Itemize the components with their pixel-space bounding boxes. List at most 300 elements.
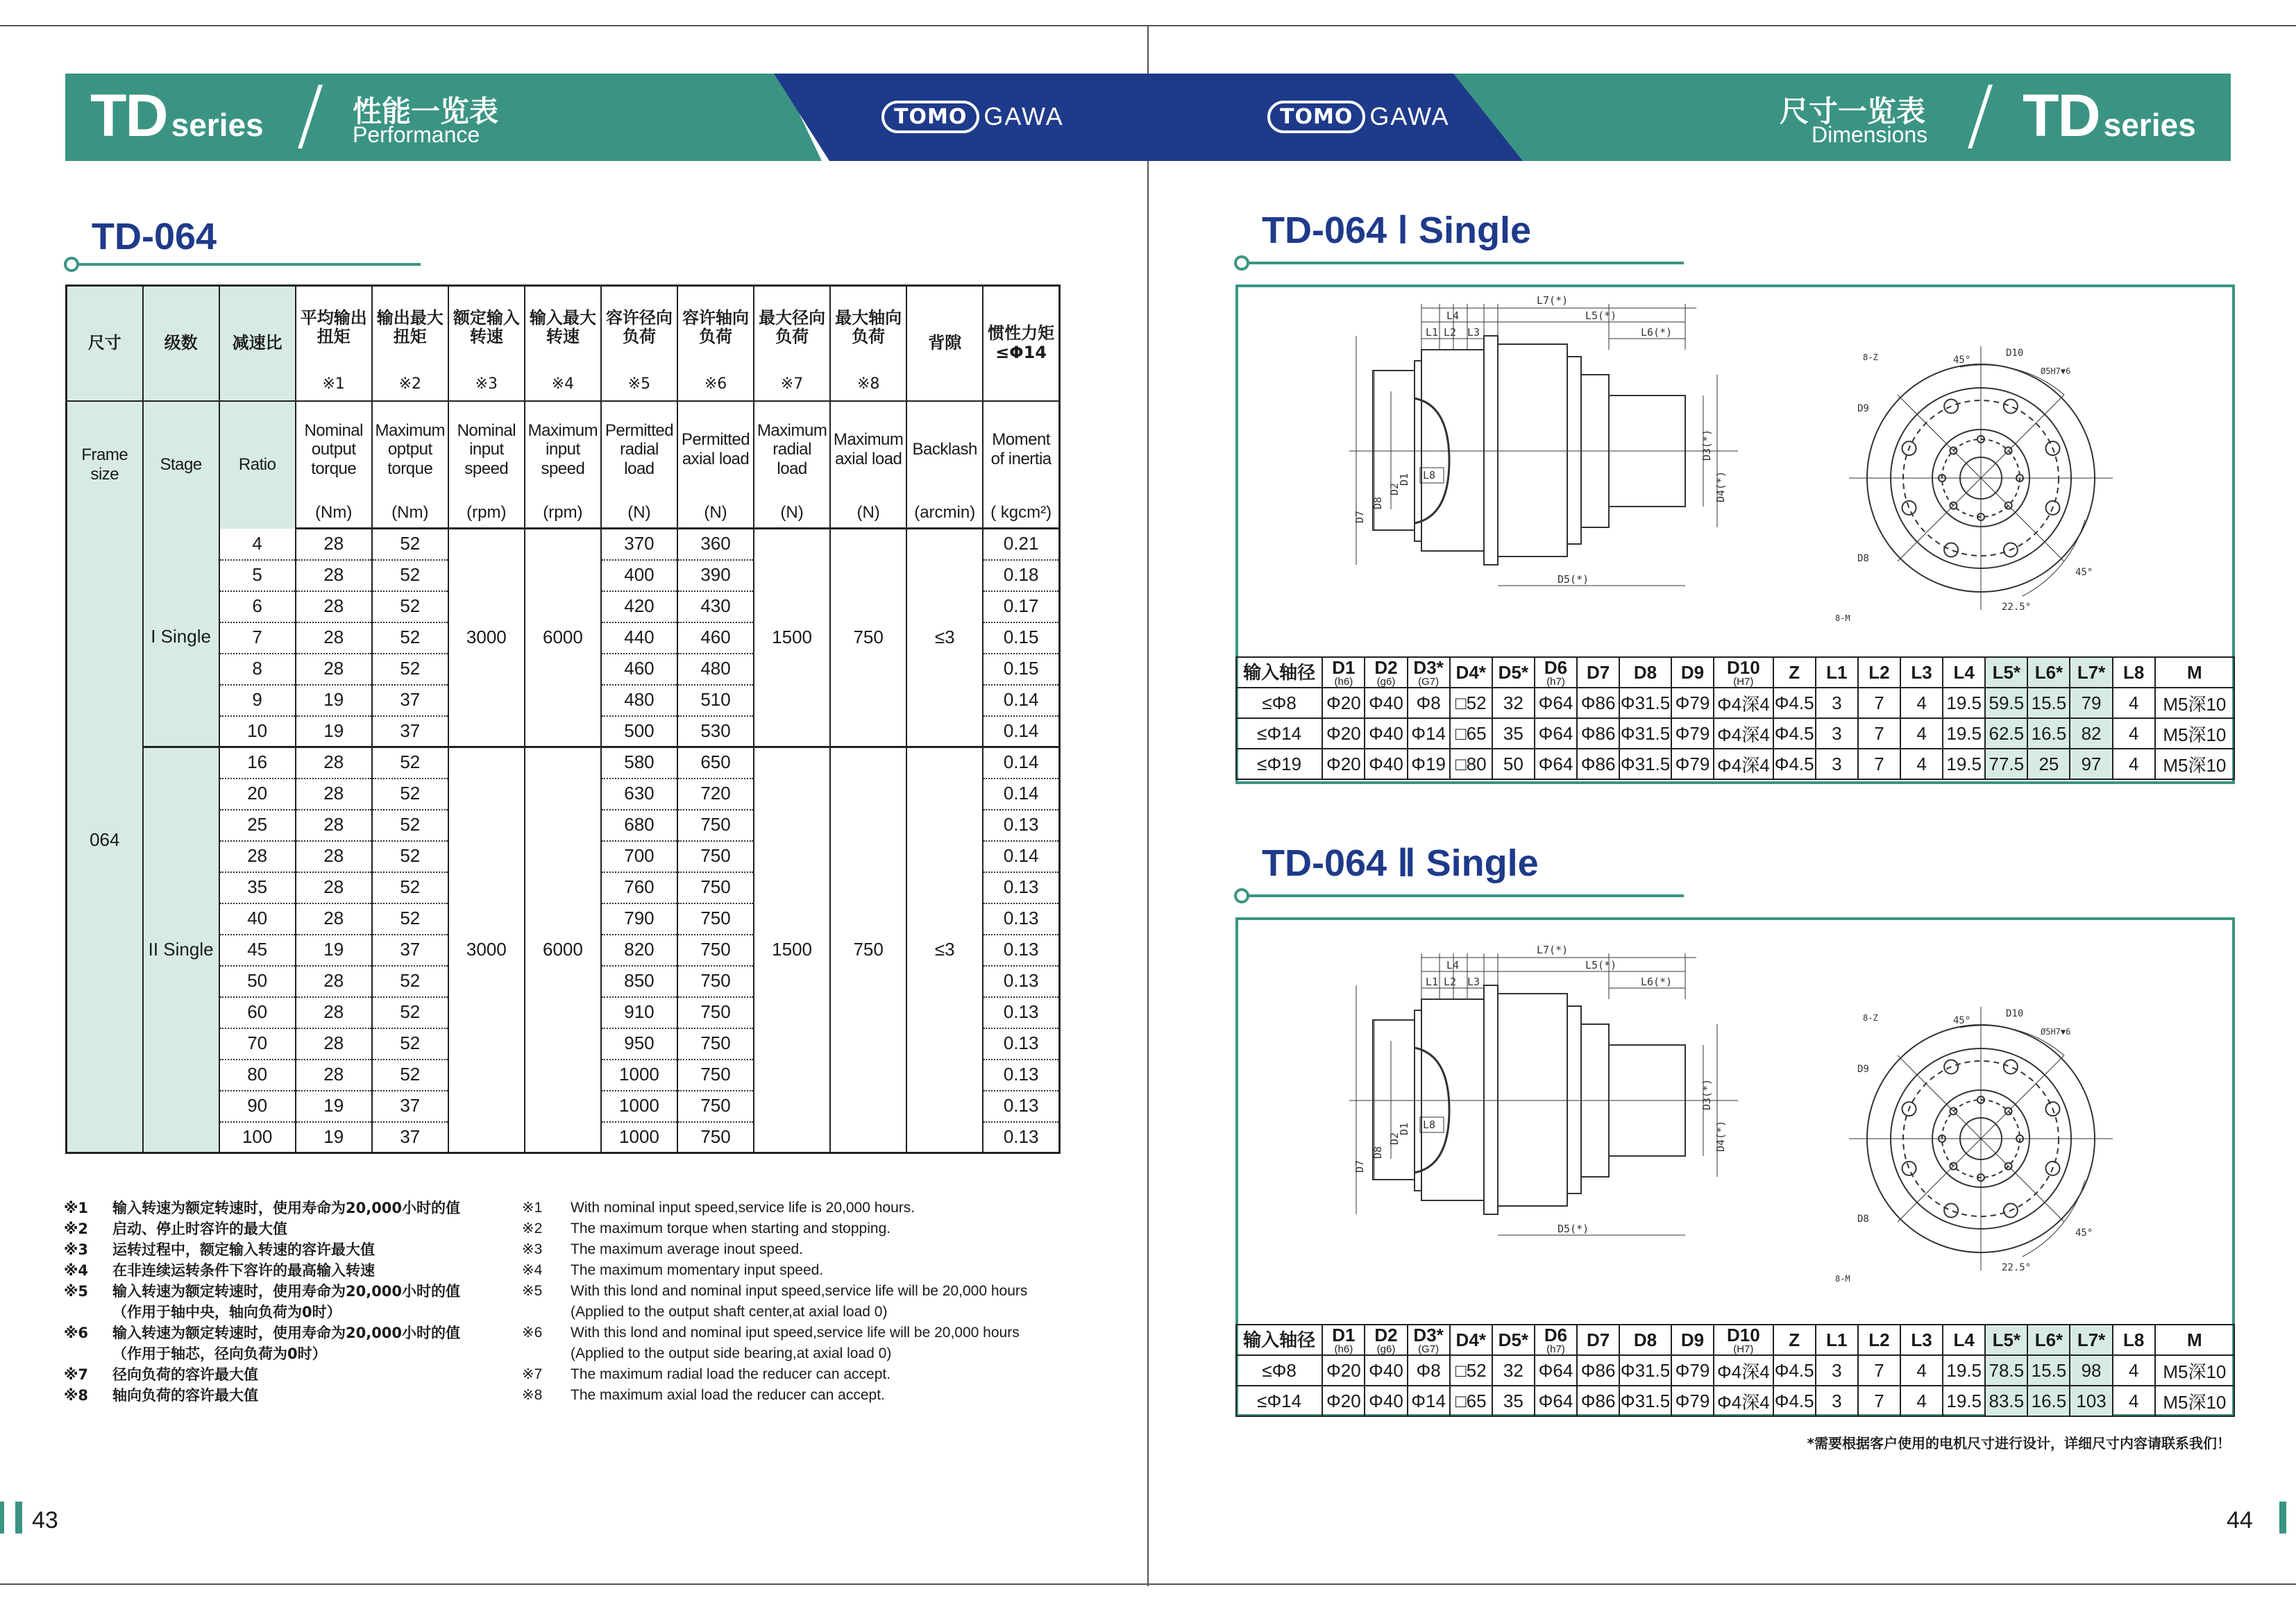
dim-cell: Φ86 [1577, 1355, 1619, 1386]
drawing-label: D7 [1353, 510, 1366, 523]
dim-cell: □65 [1450, 718, 1492, 749]
col-header-cn: 平均输出扭矩 [296, 286, 372, 369]
axial-load-cell: 430 [677, 591, 754, 622]
dim-header: D10 (H7) [1714, 1325, 1773, 1355]
col-header-cn: 输入最大转速 [525, 286, 601, 369]
dim-cell: 25 [2027, 749, 2070, 779]
dim-cell: Φ4深4 [1714, 718, 1773, 749]
drawing-label: D7 [1353, 1159, 1366, 1173]
max-torque-cell: 52 [372, 966, 448, 997]
dim-cell: Φ79 [1671, 1355, 1714, 1386]
frame-cell: 064 [67, 529, 143, 1153]
axial-load-cell: 750 [677, 997, 754, 1028]
drawing-label: L5(*) [1585, 309, 1617, 322]
dim-header: L5* [1985, 657, 2027, 688]
inertia-cell: 0.13 [983, 966, 1059, 997]
dim-header: M [2155, 657, 2234, 688]
dim-cell: Φ79 [1671, 718, 1714, 749]
note-text: With this lond and nominal input speed,service life will be 20,000 hours [571, 1283, 1028, 1299]
note-mark: ※2 [64, 1221, 89, 1237]
ratio-cell: 45 [219, 935, 296, 966]
note-item [522, 1343, 1027, 1364]
col-unit: (Nm) [372, 498, 448, 529]
dim-cell: Φ4.5 [1773, 749, 1816, 779]
drawing-label: Ø5H7▼6 [2041, 1027, 2071, 1037]
dim-header: L7* [2070, 1325, 2112, 1355]
dim-cell: 19.5 [1943, 718, 1985, 749]
dim-header: L4 [1943, 1325, 1985, 1355]
drawing-label: 8-M [1835, 613, 1850, 623]
torque-cell: 28 [296, 841, 372, 872]
note-text: （作用于轴芯，径向负荷为0时） [112, 1345, 327, 1362]
inertia-cell: 0.13 [983, 872, 1059, 903]
inertia-cell: 0.15 [983, 622, 1059, 654]
drawing-label: L1 [1426, 976, 1439, 988]
drawing-outline [2004, 1060, 2018, 1074]
ratio-cell: 40 [219, 903, 296, 935]
col-header-en: Maximum input speed [525, 401, 601, 498]
dim-header: L2 [1858, 657, 1900, 688]
dim-cell: 4 [2113, 688, 2155, 718]
note-item [64, 1343, 460, 1364]
dim-cell: 4 [1900, 1386, 1943, 1416]
axial-load-cell: 750 [677, 1028, 754, 1060]
note-mark: ※1 [64, 1200, 89, 1216]
radial-load-cell: 790 [601, 903, 677, 935]
dim-cell: M5深10 [2155, 749, 2234, 779]
dim-header: D6 (h7) [1535, 1325, 1577, 1355]
dim-cell: Φ4.5 [1773, 1386, 1816, 1416]
torque-cell: 19 [296, 1091, 372, 1122]
dim-cell: 16.5 [2027, 718, 2070, 749]
col-mark: ※2 [372, 369, 448, 401]
ratio-cell: 80 [219, 1060, 296, 1091]
drawing-label: Ø5H7▼6 [2041, 366, 2071, 376]
header-cn-right: 尺寸一览表 [1780, 94, 1926, 128]
inertia-cell: 0.14 [983, 685, 1059, 716]
section-title-stage1: TD-064 Ⅰ Single [1262, 210, 1532, 251]
drawing-label: D3(*) [1700, 1078, 1713, 1110]
dim-cell: 15.5 [2027, 1355, 2070, 1386]
inertia-cell: 0.13 [983, 1122, 1059, 1153]
dim-cell: □52 [1450, 688, 1492, 718]
dim-cell: Φ8 [1408, 1355, 1450, 1386]
dim-cell: 50 [1492, 749, 1535, 779]
note-mark: ※7 [522, 1366, 543, 1382]
drawing-label: D5(*) [1558, 1223, 1589, 1235]
max-axial-cell: 750 [830, 747, 906, 1153]
dim-cell: ≤Φ8 [1236, 688, 1322, 718]
col-mark: ※1 [296, 369, 372, 401]
drawing-label: 45° [1953, 355, 1971, 366]
note-item [64, 1218, 460, 1239]
col-header-cn: 输出最大扭矩 [372, 286, 448, 369]
axial-load-cell: 390 [677, 560, 754, 591]
dimension-table-stage1 [1235, 656, 2235, 780]
dim-header: L1 [1816, 1325, 1858, 1355]
dim-cell: Φ40 [1365, 749, 1407, 779]
note-mark [64, 1302, 112, 1323]
dim-cell: 19.5 [1943, 1386, 1985, 1416]
dim-header: D10 (H7) [1714, 657, 1773, 688]
note-text: 输入转速为额定转速时，使用寿命为20,000小时的值 [112, 1325, 461, 1341]
radial-load-cell: 760 [601, 872, 677, 903]
section-title-performance: TD-064 [92, 216, 217, 257]
drawing-label: L2 [1444, 976, 1457, 988]
drawing-label: D1 [1398, 473, 1410, 486]
dim-cell: Φ64 [1535, 688, 1577, 718]
drawing-label: 45° [1953, 1015, 1971, 1026]
table-row [1236, 749, 2234, 779]
note-text: 启动、停止时容许的最大值 [112, 1221, 287, 1237]
section-dot [1234, 888, 1249, 903]
drawing-label: D10 [2006, 1008, 2024, 1019]
dim-cell: 3 [1816, 1355, 1858, 1386]
table-row [1236, 688, 2234, 718]
dim-cell: M5深10 [2155, 1355, 2234, 1386]
note-mark: ※6 [522, 1325, 543, 1341]
dim-header: Z [1773, 657, 1816, 688]
dim-header: L2 [1858, 1325, 1900, 1355]
drawing-label: D4(*) [1714, 470, 1727, 502]
page-number-left: 43 [32, 1507, 58, 1533]
dim-header: L8 [2113, 1325, 2155, 1355]
col-unit: ( kgcm²) [983, 498, 1059, 529]
note-text: 运转过程中，额定输入转速的容许最大值 [112, 1241, 375, 1258]
dim-cell: 103 [2070, 1386, 2112, 1416]
ratio-cell: 10 [219, 716, 296, 747]
dim-cell: M5深10 [2155, 688, 2234, 718]
page-number-bar-left [15, 1502, 22, 1533]
col-unit: (N) [677, 498, 754, 529]
dim-header: L4 [1943, 657, 1985, 688]
axial-load-cell: 750 [677, 1060, 754, 1091]
max-torque-cell: 52 [372, 591, 448, 622]
torque-cell: 28 [296, 622, 372, 654]
backlash-cell: ≤3 [906, 529, 983, 747]
torque-cell: 28 [296, 654, 372, 685]
section-underline [1240, 262, 1684, 264]
col-header-en: Nominal input speed [448, 401, 525, 498]
note-item [64, 1385, 460, 1406]
col-mark: ※7 [754, 369, 830, 401]
dim-cell: 4 [1900, 718, 1943, 749]
axial-load-cell: 750 [677, 1122, 754, 1153]
col-header-en: Ratio [219, 401, 296, 529]
col-mark: ※5 [601, 369, 677, 401]
note-text: （作用于轴中央，轴向负荷为0时） [112, 1304, 341, 1320]
note-item [64, 1302, 460, 1323]
ratio-cell: 16 [219, 747, 296, 779]
dim-cell: □80 [1450, 749, 1492, 779]
radial-load-cell: 370 [601, 529, 677, 560]
dim-cell: Φ64 [1535, 749, 1577, 779]
col-header-en: Maximum optput torque [372, 401, 448, 498]
drawing-label: D8 [1857, 1214, 1869, 1225]
dim-header: Z [1773, 1325, 1816, 1355]
inertia-cell: 0.21 [983, 529, 1059, 560]
note-mark: ※4 [522, 1262, 543, 1278]
radial-load-cell: 820 [601, 935, 677, 966]
performance-table [65, 284, 1061, 1154]
ratio-cell: 6 [219, 591, 296, 622]
drawing-outline [1415, 1048, 1449, 1173]
dim-cell: 83.5 [1985, 1386, 2027, 1416]
dim-cell: Φ4深4 [1714, 1386, 1773, 1416]
dimension-table-stage2 [1235, 1324, 2235, 1417]
note-text: The maximum momentary input speed. [571, 1262, 824, 1278]
note-item [522, 1302, 1027, 1323]
drawing-label: D2 [1388, 482, 1401, 495]
drawing-label: L8 [1423, 1119, 1436, 1131]
axial-load-cell: 750 [677, 935, 754, 966]
header-en-right: Dimensions [1812, 122, 1928, 147]
drawing-label: L6(*) [1641, 326, 1673, 339]
note-text: The maximum torque when starting and stopping. [571, 1221, 891, 1237]
radial-load-cell: 420 [601, 591, 677, 622]
table-row [1236, 1355, 2234, 1386]
inertia-cell: 0.14 [983, 747, 1059, 779]
dim-cell: M5深10 [2155, 718, 2234, 749]
max-torque-cell: 37 [372, 935, 448, 966]
note-item [64, 1364, 460, 1385]
col-unit: (N) [601, 498, 677, 529]
dim-cell: Φ20 [1322, 718, 1365, 749]
radial-load-cell: 910 [601, 997, 677, 1028]
inertia-cell: 0.14 [983, 779, 1059, 810]
dim-header: L6* [2027, 1325, 2070, 1355]
col-header-cn: 最大轴向负荷 [830, 286, 906, 369]
dim-cell: Φ79 [1671, 749, 1714, 779]
max-torque-cell: 52 [372, 841, 448, 872]
dim-cell: Φ86 [1577, 1386, 1619, 1416]
max-torque-cell: 52 [372, 654, 448, 685]
dim-header: D6 (h7) [1535, 657, 1577, 688]
dim-header: L5* [1985, 1325, 2027, 1355]
dim-cell: M5深10 [2155, 1386, 2234, 1416]
dim-cell: Φ19 [1408, 749, 1450, 779]
note-mark: ※2 [522, 1221, 543, 1237]
drawing-outline [1421, 350, 1484, 551]
inertia-cell: 0.17 [983, 591, 1059, 622]
dim-header: D7 [1577, 657, 1619, 688]
note-text: The maximum axial load the reducer can accept. [571, 1387, 885, 1403]
dim-cell: Φ14 [1408, 1386, 1450, 1416]
dim-header: D5* [1492, 1325, 1535, 1355]
dim-cell: Φ64 [1535, 1386, 1577, 1416]
note-mark: ※1 [522, 1200, 543, 1216]
table-row [1236, 1386, 2234, 1416]
dim-cell: 7 [1858, 1386, 1900, 1416]
dim-cell: Φ4深4 [1714, 749, 1773, 779]
note-mark: ※8 [522, 1387, 543, 1403]
ratio-cell: 70 [219, 1028, 296, 1060]
radial-load-cell: 680 [601, 810, 677, 841]
dim-cell: Φ86 [1577, 688, 1619, 718]
dim-header: D9 [1671, 657, 1714, 688]
note-mark: ※4 [64, 1262, 89, 1279]
torque-cell: 19 [296, 1122, 372, 1153]
dim-cell: Φ20 [1322, 688, 1365, 718]
col-header-en: Stage [143, 401, 219, 529]
dim-cell: Φ40 [1365, 688, 1407, 718]
drawing-label: D1 [1398, 1122, 1410, 1135]
drawing-outline [1567, 1006, 1581, 1193]
torque-cell: 28 [296, 560, 372, 591]
dim-cell: 4 [1900, 1355, 1943, 1386]
max-torque-cell: 37 [372, 716, 448, 747]
drawing-outline [1484, 336, 1498, 565]
col-mark: ※6 [677, 369, 754, 401]
torque-cell: 28 [296, 1028, 372, 1060]
axial-load-cell: 530 [677, 716, 754, 747]
dim-cell: Φ31.5 [1619, 1355, 1671, 1386]
section-underline [1240, 894, 1684, 897]
dim-cell: 97 [2070, 749, 2112, 779]
max-torque-cell: 37 [372, 1091, 448, 1122]
note-text: The maximum radial load the reducer can accept. [571, 1366, 891, 1382]
dim-cell: Φ40 [1365, 1386, 1407, 1416]
torque-cell: 28 [296, 779, 372, 810]
dim-cell: 32 [1492, 688, 1535, 718]
inertia-cell: 0.13 [983, 997, 1059, 1028]
note-mark [522, 1343, 571, 1364]
drawing-label: L2 [1444, 326, 1457, 339]
max-torque-cell: 37 [372, 685, 448, 716]
col-unit: (N) [830, 498, 906, 529]
drawing-label: D9 [1857, 403, 1869, 414]
note-mark [522, 1302, 571, 1323]
dim-header: D2 (g6) [1365, 1325, 1407, 1355]
dim-header: M [2155, 1325, 2234, 1355]
inertia-cell: 0.18 [983, 560, 1059, 591]
torque-cell: 28 [296, 872, 372, 903]
drawing-label: L4 [1446, 959, 1460, 971]
note-mark: ※8 [64, 1387, 89, 1404]
col-header-en: Permitted radial load [601, 401, 677, 498]
dim-cell: 4 [1900, 749, 1943, 779]
axial-load-cell: 720 [677, 779, 754, 810]
drawing-label: L4 [1446, 309, 1460, 322]
col-mark: ※8 [830, 369, 906, 401]
max-torque-cell: 52 [372, 810, 448, 841]
drawing-label: 22.5° [2002, 1262, 2032, 1273]
table-row [1236, 718, 2234, 749]
note-mark: ※3 [522, 1241, 543, 1257]
dim-cell: ≤Φ19 [1236, 749, 1322, 779]
max-torque-cell: 52 [372, 529, 448, 560]
axial-load-cell: 650 [677, 747, 754, 779]
dim-cell: 19.5 [1943, 688, 1985, 718]
right-page [1148, 0, 2296, 1623]
dim-header: D7 [1577, 1325, 1619, 1355]
note-item [522, 1364, 1027, 1385]
radial-load-cell: 1000 [601, 1060, 677, 1091]
note-item [522, 1198, 1027, 1218]
ratio-cell: 20 [219, 779, 296, 810]
header-en-left: Performance [353, 122, 480, 147]
dim-header: D9 [1671, 1325, 1714, 1355]
note-text: The maximum average inout speed. [571, 1241, 804, 1257]
dim-header: D1 (h6) [1322, 1325, 1365, 1355]
col-header-cn: 惯性力矩≤Φ14 [983, 286, 1059, 401]
drawing-label: 45° [2075, 567, 2093, 578]
inertia-cell: 0.14 [983, 716, 1059, 747]
dim-header: L1 [1816, 657, 1858, 688]
backlash-cell: ≤3 [906, 747, 983, 1153]
notes-cn [64, 1198, 460, 1406]
dim-header: D8 [1619, 1325, 1671, 1355]
dim-cell: ≤Φ14 [1236, 718, 1322, 749]
dim-cell: Φ86 [1577, 718, 1619, 749]
dim-cell: 4 [2113, 718, 2155, 749]
col-header-cn: 级数 [143, 286, 219, 401]
radial-load-cell: 1000 [601, 1091, 677, 1122]
drawing-label: L3 [1467, 326, 1480, 339]
dim-cell: 82 [2070, 718, 2112, 749]
section-dot [1234, 255, 1249, 271]
series-title-left: TD series [90, 83, 264, 149]
header-cn-left: 性能一览表 [353, 94, 499, 128]
dim-cell: Φ79 [1671, 1386, 1714, 1416]
dim-cell: 7 [1858, 1355, 1900, 1386]
note-item [64, 1239, 460, 1260]
radial-load-cell: 580 [601, 747, 677, 779]
drawing-outline [1944, 543, 1958, 556]
axial-load-cell: 480 [677, 654, 754, 685]
drawing-label: L7(*) [1537, 944, 1569, 956]
ratio-cell: 25 [219, 810, 296, 841]
col-header-cn: 减速比 [219, 286, 296, 401]
radial-load-cell: 440 [601, 622, 677, 654]
note-mark [64, 1343, 112, 1364]
footnote: *需要根据客户使用的电机尺寸进行设计，详细尺寸内容请联系我们！ [1807, 1435, 2231, 1452]
drawing-label: L3 [1467, 976, 1480, 988]
dim-cell: Φ4.5 [1773, 1355, 1816, 1386]
dim-cell: □52 [1450, 1355, 1492, 1386]
dim-cell: Φ40 [1365, 718, 1407, 749]
drawing-label: D9 [1857, 1064, 1869, 1075]
series-title-right: TD series [2023, 83, 2196, 149]
drawing-stage2 [1238, 920, 2232, 1323]
inertia-cell: 0.14 [983, 841, 1059, 872]
note-text: 输入转速为额定转速时，使用寿命为20,000小时的值 [112, 1283, 461, 1300]
dim-cell: Φ64 [1535, 1355, 1577, 1386]
dim-header: D5* [1492, 657, 1535, 688]
drawing-label: D8 [1371, 496, 1384, 509]
radial-load-cell: 1000 [601, 1122, 677, 1153]
torque-cell: 19 [296, 935, 372, 966]
col-header-en: Permitted axial load [677, 401, 754, 498]
note-text: 输入转速为额定转速时，使用寿命为20,000小时的值 [112, 1200, 461, 1216]
notes-en [522, 1198, 1027, 1406]
ratio-cell: 4 [219, 529, 296, 560]
axial-load-cell: 750 [677, 841, 754, 872]
drawing-stage1 [1238, 287, 2232, 655]
dim-cell: Φ64 [1535, 718, 1577, 749]
dim-cell: 59.5 [1985, 688, 2027, 718]
inertia-cell: 0.13 [983, 1091, 1059, 1122]
col-header-cn: 额定输入转速 [448, 286, 525, 369]
note-text: (Applied to the output side bearing,at axial load 0) [571, 1345, 892, 1361]
page-number-right: 44 [2227, 1507, 2253, 1533]
brand-logo-right: TOMO GAWA [1267, 94, 1450, 139]
drawing-outline [1902, 1162, 1916, 1175]
dim-header: D2 (g6) [1365, 657, 1407, 688]
col-unit: (N) [754, 498, 830, 529]
inertia-cell: 0.15 [983, 654, 1059, 685]
page-number-bar-right [2279, 1502, 2286, 1533]
